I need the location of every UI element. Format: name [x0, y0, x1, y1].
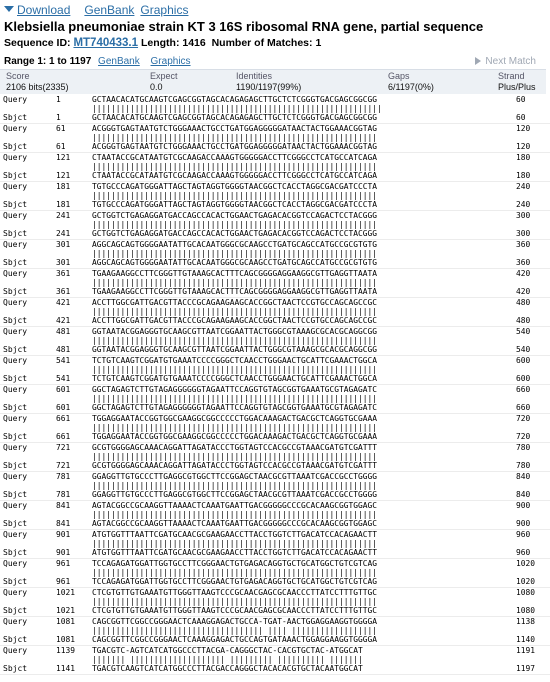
score-header: Score	[6, 71, 30, 81]
query-end: 1138	[516, 617, 536, 626]
query-label: Query	[3, 443, 28, 452]
alignment-block	[0, 385, 550, 414]
query-end: 420	[516, 269, 531, 278]
subject-label: Sbjct	[3, 229, 28, 238]
subject-label: Sbjct	[3, 113, 28, 122]
query-start: 541	[56, 356, 71, 365]
query-label: Query	[3, 211, 28, 220]
alignment-block	[0, 530, 550, 559]
query-label: Query	[3, 617, 28, 626]
range-graphics-link[interactable]: Graphics	[150, 56, 191, 67]
query-start: 901	[56, 530, 71, 539]
match-line: ||||||||||||||||||||||||||||||||||||||||||||||||||||||||||||	[92, 452, 378, 461]
query-start: 181	[56, 182, 71, 191]
next-match-label: Next Match	[485, 56, 536, 67]
query-end: 1191	[516, 646, 536, 655]
subject-sequence: GGAGGTTGTGCCCTTGAGGCGTGGCTTCCGGAGCTAACGCGTTAAATCGACCGCCTGGGG	[92, 490, 378, 499]
alignment-block	[0, 124, 550, 153]
download-arrow-icon	[4, 6, 14, 12]
query-start: 361	[56, 269, 71, 278]
sequence-info	[4, 37, 321, 49]
alignment-block	[0, 646, 550, 675]
query-label: Query	[3, 153, 28, 162]
score-summary	[0, 69, 546, 94]
subject-end: 720	[516, 432, 531, 441]
subject-start: 841	[56, 519, 71, 528]
query-label: Query	[3, 95, 28, 104]
subject-sequence: GCTGGTCTGAGAGGATGACCAGCCACACTGGAACTGAGACACGGTCCAGACTCCTACGGG	[92, 229, 378, 238]
query-label: Query	[3, 414, 28, 423]
genbank-link[interactable]: GenBank	[84, 3, 135, 17]
query-start: 481	[56, 327, 71, 336]
query-sequence: ACCTTGGCGATTGACGTTACCCGCAGAAGAAGCACCGGCTAACTCCGTGCCAGCAGCCGC	[92, 298, 378, 307]
subject-label: Sbjct	[3, 200, 28, 209]
query-label: Query	[3, 327, 28, 336]
query-end: 1080	[516, 588, 536, 597]
length-label: Length:	[140, 37, 180, 49]
download-link[interactable]: Download	[17, 3, 71, 17]
query-end: 840	[516, 472, 531, 481]
subject-start: 1081	[56, 635, 76, 644]
length-value: 1416	[182, 37, 206, 49]
next-match-button[interactable]	[475, 56, 536, 67]
match-line: ||||||||||||||||||||||||||||||||||||||||||||||||||||||||||||	[92, 249, 378, 258]
sequence-id-link[interactable]: MT740433.1	[73, 37, 139, 49]
subject-sequence: GGCTAGAGTCTTGTAGAGGGGGGTAGAATTCCAGGTGTAGCGGTGAAATGCGTAGAGATC	[92, 403, 378, 412]
page-title: Klebsiella pneumoniae strain KT 3 16S ribosomal RNA gene, partial sequence	[4, 19, 484, 34]
subject-end: 360	[516, 258, 531, 267]
query-label: Query	[3, 530, 28, 539]
match-line: ||||||||||||||||||||||||||||||||||||||||||||||||||||||||||||	[92, 365, 378, 374]
alignment-block	[0, 240, 550, 269]
query-label: Query	[3, 269, 28, 278]
query-end: 780	[516, 443, 531, 452]
range-genbank-link[interactable]: GenBank	[98, 56, 140, 67]
subject-end: 180	[516, 171, 531, 180]
query-start: 1139	[56, 646, 76, 655]
subject-start: 901	[56, 548, 71, 557]
range-line	[4, 56, 191, 67]
alignment-block	[0, 327, 550, 356]
query-start: 661	[56, 414, 71, 423]
subject-label: Sbjct	[3, 142, 28, 151]
query-start: 721	[56, 443, 71, 452]
query-end: 480	[516, 298, 531, 307]
query-start: 781	[56, 472, 71, 481]
subject-start: 541	[56, 374, 71, 383]
query-sequence: AGGCAGCAGTGGGGAATATTGCACAATGGGCGCAAGCCTGATGCAGCCATGCCGCGTGTG	[92, 240, 378, 249]
match-line: |||||||||||||||||||||||||||||||||||| |||| ||||||||||||||||||	[92, 626, 378, 635]
query-sequence: AGTACGGCCGCAAGGTTAAAACTCAAATGAATTGACGGGGGCCCGCACAAGCGGTGGAGC	[92, 501, 378, 510]
subject-sequence: TCCAGAGATGGATTGGTGCCTTCGGGAACTGTGAGACAGGTGCTGCATGGCTGTCGTCAG	[92, 577, 378, 586]
query-start: 1081	[56, 617, 76, 626]
matches-label: Number of Matches:	[211, 37, 313, 49]
query-end: 300	[516, 211, 531, 220]
query-end: 960	[516, 530, 531, 539]
subject-start: 661	[56, 432, 71, 441]
subject-end: 600	[516, 374, 531, 383]
subject-end: 240	[516, 200, 531, 209]
score-value: 2106 bits(2335)	[6, 82, 69, 92]
query-sequence: CAGCGGTTCGGCCGGGAACTCAAAGGAGACTGCCA-TGAT-AACTGGAGGAAGGTGGGGA	[92, 617, 378, 626]
query-end: 540	[516, 327, 531, 336]
subject-label: Sbjct	[3, 374, 28, 383]
alignment-block	[0, 617, 550, 646]
subject-label: Sbjct	[3, 345, 28, 354]
query-start: 241	[56, 211, 71, 220]
query-sequence: TCCAGAGATGGATTGGTGCCTTCGGGAACTGTGAGACAGGTGCTGCATGGCTGTCGTCAG	[92, 559, 378, 568]
subject-label: Sbjct	[3, 606, 28, 615]
match-line: ||||||||||||||||||||||||||||||||||||||||||||||||||||||||||||	[92, 220, 378, 229]
alignment-block	[0, 269, 550, 298]
subject-sequence: AGGCAGCAGTGGGGAATATTGCACAATGGGCGCAAGCCTGATGCAGCCATGCCGCGTGTG	[92, 258, 378, 267]
subject-end: 780	[516, 461, 531, 470]
subject-label: Sbjct	[3, 519, 28, 528]
query-start: 1	[56, 95, 61, 104]
alignment-block	[0, 211, 550, 240]
subject-end: 1197	[516, 664, 536, 673]
subject-end: 300	[516, 229, 531, 238]
subject-sequence: TGGAGGAATACCGGTGGCGAAGGCGGCCCCCTGGACAAAGACTGACGCTCAGGTGCGAAA	[92, 432, 378, 441]
query-sequence: CTAATACCGCATAATGTCGCAAGACCAAAGTGGGGGACCTTCGGGCCTCATGCCATCAGA	[92, 153, 378, 162]
graphics-link[interactable]: Graphics	[140, 3, 189, 17]
strand-header: Strand	[498, 71, 525, 81]
query-start: 601	[56, 385, 71, 394]
alignment-block	[0, 95, 550, 124]
match-line: ||||||||||||||||||||||||||||||||||||||||||||||||||||||||||||	[92, 133, 378, 142]
match-line: ||||||||||||||||||||||||||||||||||||||||||||||||||||||||||||	[92, 481, 378, 490]
query-start: 301	[56, 240, 71, 249]
subject-sequence: TGAAGAAGGCCTTCGGGTTGTAAAGCACTTTCAGCGGGGAGGAAGGCGTTGAGGTTAATA	[92, 287, 378, 296]
subject-label: Sbjct	[3, 548, 28, 557]
subject-start: 181	[56, 200, 71, 209]
identities-value: 1190/1197(99%)	[236, 82, 302, 92]
query-end: 660	[516, 385, 531, 394]
subject-start: 781	[56, 490, 71, 499]
query-start: 61	[56, 124, 66, 133]
query-label: Query	[3, 501, 28, 510]
match-line: |||||||||||||||||||||||||||||||||||||||||||||||||||||||||||||	[92, 104, 382, 113]
subject-start: 1141	[56, 664, 76, 673]
subject-start: 1021	[56, 606, 76, 615]
subject-label: Sbjct	[3, 490, 28, 499]
subject-end: 480	[516, 316, 531, 325]
subject-start: 1	[56, 113, 61, 122]
query-sequence: GCTGGTCTGAGAGGATGACCAGCCACACTGGAACTGAGACACGGTCCAGACTCCTACGGG	[92, 211, 378, 220]
match-line: ||||||||||||||||||||||||||||||||||||||||||||||||||||||||||||	[92, 191, 378, 200]
subject-end: 660	[516, 403, 531, 412]
match-line: ||||||||||||||||||||||||||||||||||||||||||||||||||||||||||||	[92, 539, 378, 548]
match-line: ||||||||||||||||||||||||||||||||||||||||||||||||||||||||||||	[92, 307, 378, 316]
match-line: ||||||||||||||||||||||||||||||||||||||||||||||||||||||||||||	[92, 510, 378, 519]
next-arrow-icon	[475, 57, 481, 65]
match-line: ||||||||||||||||||||||||||||||||||||||||||||||||||||||||||||	[92, 597, 378, 606]
query-label: Query	[3, 385, 28, 394]
alignment-block	[0, 559, 550, 588]
strand-value: Plus/Plus	[498, 82, 536, 92]
expect-header: Expect	[150, 71, 178, 81]
subject-end: 540	[516, 345, 531, 354]
query-start: 841	[56, 501, 71, 510]
subject-end: 1080	[516, 606, 536, 615]
gaps-header: Gaps	[388, 71, 410, 81]
subject-sequence: GCGTGGGGAGCAAACAGGATTAGATACCCTGGTAGTCCACGCCGTAAACGATGTCGATTT	[92, 461, 378, 470]
query-start: 1021	[56, 588, 76, 597]
match-line: ||||||||||||||||||||||||||||||||||||||||||||||||||||||||||||	[92, 423, 378, 432]
subject-label: Sbjct	[3, 461, 28, 470]
query-end: 720	[516, 414, 531, 423]
subject-label: Sbjct	[3, 403, 28, 412]
toolbar	[0, 0, 550, 20]
match-line: ||||||||||||||||||||||||||||||||||||||||||||||||||||||||||||	[92, 394, 378, 403]
subject-end: 960	[516, 548, 531, 557]
matches-value: 1	[315, 37, 322, 49]
subject-start: 121	[56, 171, 71, 180]
subject-label: Sbjct	[3, 432, 28, 441]
subject-sequence: ATGTGGTTTAATTCGATGCAACGCGAAGAACCTTACCTGGTCTTGACATCCACAGAACTT	[92, 548, 378, 557]
alignment-block	[0, 182, 550, 211]
query-sequence: TGACGTC-AGTCATCATGGCCCTTACGA-CAGGGCTAC-CACGTGCTAC-ATGGCAT	[92, 646, 363, 655]
query-sequence: TGGAGGAATACCGGTGGCGAAGGCGGCCCCCTGGACAAAGACTGACGCTCAGGTGCGAAA	[92, 414, 378, 423]
subject-end: 120	[516, 142, 531, 151]
match-line: ||||||||||||||||||||||||||||||||||||||||||||||||||||||||||||	[92, 162, 378, 171]
query-sequence: GGCTAGAGTCTTGTAGAGGGGGGTAGAATTCCAGGTGTAGCGGTGAAATGCGTAGAGATC	[92, 385, 378, 394]
query-sequence: GCTAACACATGCAAGTCGAGCGGTAGCACAGAGAGCTTGCTCTCGGGTGACGAGCGGCGG	[92, 95, 378, 104]
query-end: 1020	[516, 559, 536, 568]
alignment-block	[0, 298, 550, 327]
match-line: ||||||| |||||||||||||||||||| ||||||||| |||||||||| |||||||	[92, 655, 363, 664]
alignment-block	[0, 443, 550, 472]
subject-end: 840	[516, 490, 531, 499]
subject-end: 900	[516, 519, 531, 528]
sequence-id-label: Sequence ID:	[4, 37, 71, 49]
query-start: 421	[56, 298, 71, 307]
subject-start: 301	[56, 258, 71, 267]
subject-sequence: CTAATACCGCATAATGTCGCAAGACCAAAGTGGGGGACCTTCGGGCCTCATGCCATCAGA	[92, 171, 378, 180]
subject-sequence: GCTAACACATGCAAGTCGAGCGGTAGCACAGAGAGCTTGCTCTCGGGTGACGAGCGGCGG	[92, 113, 378, 122]
query-start: 961	[56, 559, 71, 568]
query-end: 900	[516, 501, 531, 510]
query-label: Query	[3, 646, 28, 655]
subject-label: Sbjct	[3, 258, 28, 267]
range-label: Range 1: 1 to 1197	[4, 56, 92, 67]
query-end: 600	[516, 356, 531, 365]
alignment-block	[0, 414, 550, 443]
query-sequence: TGAAGAAGGCCTTCGGGTTGTAAAGCACTTTCAGCGGGGAGGAAGGCGTTGAGGTTAATA	[92, 269, 378, 278]
subject-start: 721	[56, 461, 71, 470]
subject-label: Sbjct	[3, 316, 28, 325]
query-sequence: GGAGGTTGTGCCCTTGAGGCGTGGCTTCCGGAGCTAACGCGTTAAATCGACCGCCTGGGG	[92, 472, 378, 481]
subject-sequence: TCTGTCAAGTCGGATGTGAAATCCCCGGGCTCAACCTGGGAACTGCATTCGAAACTGGCA	[92, 374, 378, 383]
query-end: 60	[516, 95, 526, 104]
match-line: ||||||||||||||||||||||||||||||||||||||||||||||||||||||||||||	[92, 336, 378, 345]
query-label: Query	[3, 124, 28, 133]
query-start: 121	[56, 153, 71, 162]
query-label: Query	[3, 559, 28, 568]
subject-sequence: AGTACGGCCGCAAGGTTAAAACTCAAATGAATTGACGGGGGCCCGCACAAGCGGTGGAGC	[92, 519, 378, 528]
query-sequence: ACGGGTGAGTAATGTCTGGGAAACTGCCTGATGGAGGGGGATAACTACTGGAAACGGTAG	[92, 124, 378, 133]
subject-sequence: TGTGCCCAGATGGGATTAGCTAGTAGGTGGGGTAACGGCTCACCTAGGCGACGATCCCTA	[92, 200, 378, 209]
query-sequence: GCGTGGGGAGCAAACAGGATTAGATACCCTGGTAGTCCACGCCGTAAACGATGTCGATTT	[92, 443, 378, 452]
subject-start: 61	[56, 142, 66, 151]
subject-start: 361	[56, 287, 71, 296]
query-end: 240	[516, 182, 531, 191]
subject-start: 421	[56, 316, 71, 325]
subject-start: 601	[56, 403, 71, 412]
subject-label: Sbjct	[3, 577, 28, 586]
query-end: 360	[516, 240, 531, 249]
subject-label: Sbjct	[3, 664, 28, 673]
query-sequence: ATGTGGTTTAATTCGATGCAACGCGAAGAACCTTACCTGGTCTTGACATCCACAGAACTT	[92, 530, 378, 539]
subject-end: 60	[516, 113, 526, 122]
subject-end: 1140	[516, 635, 536, 644]
subject-sequence: ACGGGTGAGTAATGTCTGGGAAACTGCCTGATGGAGGGGGATAACTACTGGAAACGGTAG	[92, 142, 378, 151]
subject-label: Sbjct	[3, 171, 28, 180]
subject-sequence: CAGCGGTTCGGCCGGGAACTCAAAGGAGACTGCCAGTGATAAACTGGAGGAAGGTGGGGA	[92, 635, 378, 644]
query-sequence: CTCGTGTTGTGAAATGTTGGGTTAAGTCCCGCAACGAGCGCAACCCTTATCCTTTGTTGC	[92, 588, 378, 597]
subject-label: Sbjct	[3, 635, 28, 644]
subject-end: 420	[516, 287, 531, 296]
subject-sequence: GGTAATACGGAGGGTGCAAGCGTTAATCGGAATTACTGGGCGTAAAGCGCACGCAGGCGG	[92, 345, 378, 354]
gaps-value: 6/1197(0%)	[388, 82, 434, 92]
subject-sequence: ACCTTGGCGATTGACGTTACCCGCAGAAGAAGCACCGGCTAACTCCGTGCCAGCAGCCGC	[92, 316, 378, 325]
query-end: 120	[516, 124, 531, 133]
query-label: Query	[3, 588, 28, 597]
match-line: ||||||||||||||||||||||||||||||||||||||||||||||||||||||||||||	[92, 278, 378, 287]
alignment-block	[0, 472, 550, 501]
subject-label: Sbjct	[3, 287, 28, 296]
alignment-block	[0, 501, 550, 530]
alignment-block	[0, 356, 550, 385]
subject-sequence: CTCGTGTTGTGAAATGTTGGGTTAAGTCCCGCAACGAGCGCAACCCTTATCCTTTGTTGC	[92, 606, 378, 615]
match-line: ||||||||||||||||||||||||||||||||||||||||||||||||||||||||||||	[92, 568, 378, 577]
subject-start: 241	[56, 229, 71, 238]
query-label: Query	[3, 240, 28, 249]
subject-end: 1020	[516, 577, 536, 586]
query-sequence: GGTAATACGGAGGGTGCAAGCGTTAATCGGAATTACTGGGCGTAAAGCGCACGCAGGCGG	[92, 327, 378, 336]
query-label: Query	[3, 356, 28, 365]
alignment-block	[0, 153, 550, 182]
query-sequence: TGTGCCCAGATGGGATTAGCTAGTAGGTGGGGTAACGGCTCACCTAGGCGACGATCCCTA	[92, 182, 378, 191]
query-label: Query	[3, 182, 28, 191]
alignment-block	[0, 588, 550, 617]
expect-value: 0.0	[150, 82, 163, 92]
subject-start: 961	[56, 577, 71, 586]
query-label: Query	[3, 472, 28, 481]
subject-sequence: TGACGTCAAGTCATCATGGCCCTTACGACCAGGGCTACACACGTGCTACAATGGCAT	[92, 664, 363, 673]
identities-header: Identities	[236, 71, 273, 81]
query-label: Query	[3, 298, 28, 307]
query-sequence: TCTGTCAAGTCGGATGTGAAATCCCCGGGCTCAACCTGGGAACTGCATTCGAAACTGGCA	[92, 356, 378, 365]
query-end: 180	[516, 153, 531, 162]
subject-start: 481	[56, 345, 71, 354]
